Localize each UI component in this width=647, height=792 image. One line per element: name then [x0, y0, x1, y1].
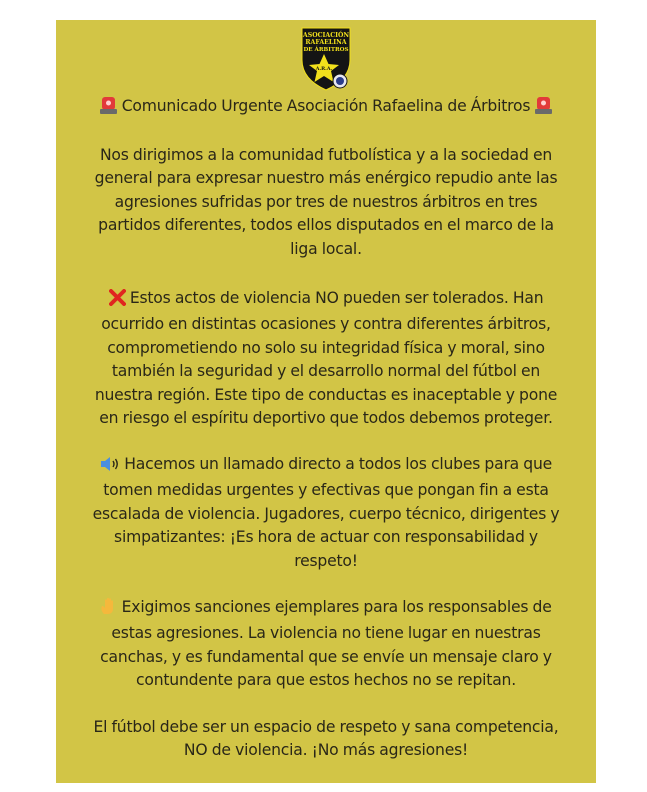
paragraph-closing: El fútbol debe ser un espacio de respeto y sana competencia, NO de violencia. ¡No más agresiones!: [93, 718, 559, 760]
paragraph-call-to-clubs: Hacemos un llamado directo a todos los clubes para que tomen medidas urgentes y efectivas que pongan fin a esta escalada de violencia. Jugadores, cuerpo técnico, dirigentes y simpatizantes: ¡Es hora de actuar con responsabilidad y respeto!: [92, 455, 560, 570]
title-text: Comunicado Urgente Asociación Rafaelina de Árbitros: [121, 97, 531, 115]
svg-text:ASOCIACIÓN: ASOCIACIÓN: [302, 32, 350, 39]
speaker-icon: [100, 456, 120, 479]
ara-logo-icon: [299, 26, 353, 92]
police-light-icon: [535, 96, 552, 121]
cross-mark-icon: [109, 289, 126, 313]
svg-text:A.R.A.: A.R.A.: [315, 66, 333, 72]
raised-hand-icon: [100, 597, 117, 622]
paragraph-sanctions: Exigimos sanciones ejemplares para los responsables de estas agresiones. La violencia no tiene lugar en nuestras canchas, y es fundamental que se envíe un mensaje claro y contundente para que estos hechos no se repitan.: [100, 598, 552, 690]
paragraph-violence: Estos actos de violencia NO pueden ser tolerados. Han ocurrido en distintas ocasiones y contra diferentes árbitros, comprometiendo no solo su integridad física y moral, sino también la seguridad y el desarrollo normal del fútbol en nuestra región. Este tipo de conductas es inaceptable y pone en riesgo el espíritu deportivo que todos debemos proteger.: [94, 289, 558, 428]
police-light-icon: [100, 96, 117, 121]
page-title: [66, 95, 586, 121]
svg-text:DE ÁRBITROS: DE ÁRBITROS: [303, 47, 349, 53]
paragraph-intro: Nos dirigimos a la comunidad futbolística y a la sociedad en general para expresar nuestro más enérgico repudio ante las agresiones sufridas por tres de nuestros árbitros en tres partidos diferentes, todos ellos disputados en el marco de la liga local.: [94, 146, 558, 258]
svg-text:RAFAELINA: RAFAELINA: [305, 39, 347, 46]
